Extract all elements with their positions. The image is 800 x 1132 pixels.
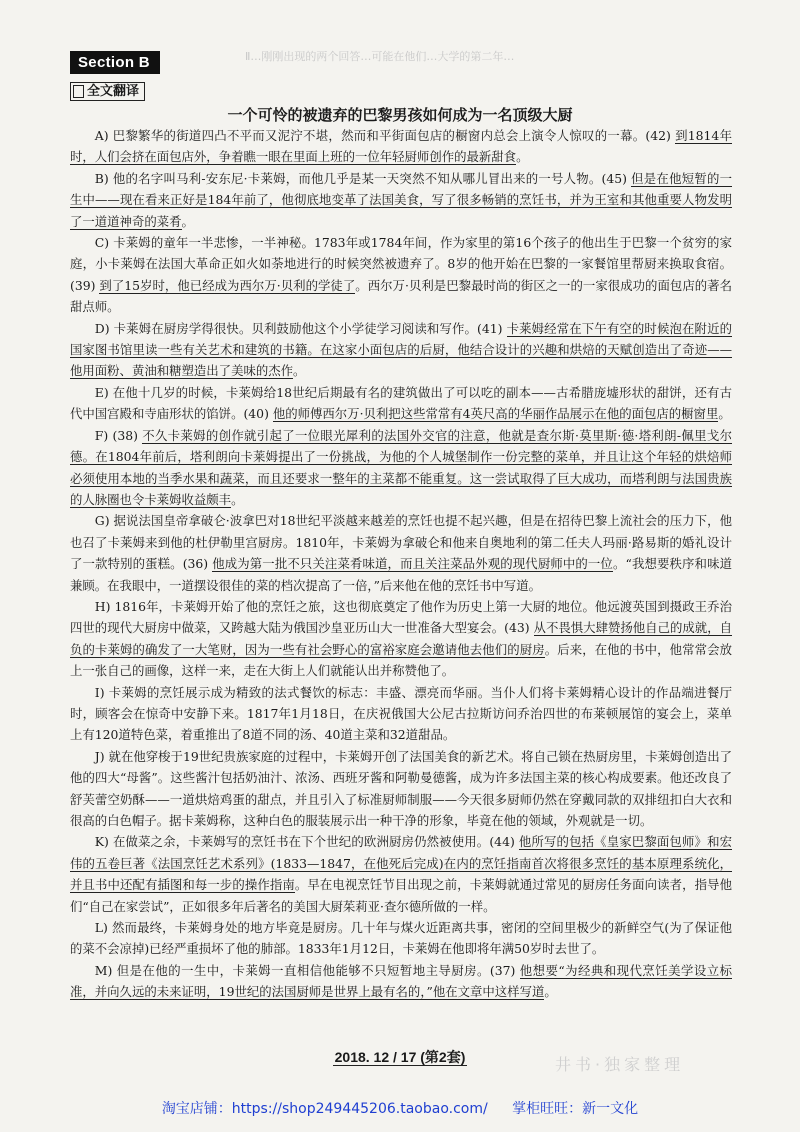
paragraph — [70, 510, 732, 596]
underlined-answer-text: 卡莱姆经常在下午有空的时候泡在附近的国家图书馆里读一些有关艺术和建筑的书籍。在这家小面包店的后厨，他结合设计的兴趣和烘焙的天赋创造出了奇迹——他用面粉、黄油和糖塑造出了美味的杰作 — [70, 320, 732, 379]
paragraph-text: E) 在他十几岁的时候，卡莱姆给18世纪后期最有名的建筑做出了可以吃的副本——古希腊庞墟形状的甜饼，还有古代中国宫殿和寺庙形状的馅饼。(40) — [70, 384, 732, 422]
shop-url[interactable]: 淘宝店铺：https://shop249445206.taobao.com/ — [161, 1101, 488, 1117]
underlined-answer-text: 到1814年时，人们会挤在面包店外，争着瞧一眼在里面上班的一位年轻厨师创作的最新甜食 — [70, 128, 732, 165]
paragraph — [70, 960, 732, 1003]
paragraph-text: D) 卡莱姆在厨房学得很快。贝利鼓励他这个小学徒学习阅读和写作。(41) — [94, 320, 507, 336]
paragraph — [70, 746, 732, 832]
paragraph — [70, 168, 732, 232]
translation-label-text: 全文翻译 — [87, 84, 140, 99]
paragraph-text: B) 他的名字叫马利-安东尼·卡莱姆，而他几乎是某一天突然不知从哪儿冒出来的一号人物。(45) — [94, 170, 632, 186]
paragraph-text: 。后来，在他的书中，他常常会放上一张自己的画像，这样一来，走在大街上人们就能认出并称赞他了。 — [70, 641, 733, 679]
paragraph — [70, 425, 732, 511]
paragraph — [70, 917, 732, 960]
underlined-answer-text: 他所写的包括《皇家巴黎面包师》和宏伟的五卷巨著《法国烹饪艺术系列》(1833—1847，在他死后完成)在内的烹饪指南首次将很多烹饪的基本原理系统化，并且书中还配有插图和每一步的操作指南 — [70, 834, 733, 893]
paragraph-text: I) 卡莱姆的烹饪展示成为精致的法式餐饮的标志：丰盛、漂亮而华丽。当仆人们将卡莱姆精心设计的作品端进餐厅时，顾客会在惊奇中安静下来。1817年1月18日，在庆祝俄国大公尼古拉斯访问乔治四世的布莱顿展馆的宴会上，菜单上有120道特色菜，着重推出了8道不同的汤、40道主菜和32道甜品。 — [70, 684, 732, 743]
underlined-answer-text: 到了15岁时，他已经成为西尔万·贝利的学徒了 — [99, 277, 356, 293]
paragraph-text: 。“我想要秩序和味道兼顾。在我眼中，一道摆设很佳的菜的档次提高了一倍，”后来他在他的烹饪书中写道。 — [70, 556, 732, 593]
paragraph — [70, 831, 732, 917]
paragraph-text: L) 然而最终，卡莱姆身处的地方毕竟是厨房。几十年与煤火近距离共事，密闭的空间里极少的新鲜空气(为了保证他的菜不会凉掉)已经严重损坏了他的肺部。1833年1月12日，卡莱姆在他即将年满50岁时去世了。 — [70, 920, 732, 957]
shop-contact: 掌柜旺旺：新一文化 — [512, 1101, 639, 1117]
paragraph — [70, 382, 732, 425]
paragraph-text: F) (38) — [94, 427, 143, 443]
paragraph-text: 。 — [718, 406, 731, 422]
paragraph-text: G) 据说法国皇帝拿破仑·波拿巴对18世纪平淡越来越差的烹饪也提不起兴趣，但是在招待巴黎上流社会的压力下，他也召了卡莱姆来到他的杜伊勒里宫厨房。1810年，卡莱姆为拿破仑和他来自奥地利的第二任夫人玛丽·路易斯的婚礼设计了一款特别的蛋糕。(36) — [70, 513, 732, 572]
paragraph-text: 。 — [544, 984, 557, 1000]
paragraph-text: 。 — [293, 363, 306, 379]
faint-bleed-text: Ⅱ…刚刚出现的两个回答…可能在他们…大学的第二年… — [245, 50, 515, 63]
paragraph — [70, 232, 732, 318]
underlined-answer-text: 他想要“为经典和现代烹饪美学设立标准，并向久远的未来证明，19世纪的法国厨师是世界上最有名的，”他在文章中这样写道 — [70, 962, 732, 1000]
underlined-answer-text: 他的师傅西尔万·贝利把这些常常有4英尺高的华丽作品展示在他的面包店的橱窗里 — [272, 406, 719, 422]
section-badge: Section B — [70, 51, 160, 74]
paragraph-text: 。早在电视烹饪节目出现之前，卡莱姆就通过常见的厨房任务面向读者，指导他们“自己在家尝试”，正如很多年后著名的美国大厨茱莉亚·查尔德所做的一样。 — [70, 877, 733, 914]
article-body — [70, 125, 732, 1003]
paragraph-text: J) 就在他穿梭于19世纪贵族家庭的过程中，卡莱姆开创了法国美食的新艺术。将自己锁在热厨房里，卡莱姆创造出了他的四大“母酱”。这些酱汁包括奶油汁、浓汤、西班牙酱和阿勒曼德酱，成为许多法国主菜的核心构成要素。他还改良了舒芙蕾空奶酥——一道烘焙鸡蛋的甜点，并且引入了标准厨师制服——今天很多厨师仍然在穿戴同款的双排纽扣白大衣和很高的白色帽子。据卡莱姆称，这种白色的服装展示出一种干净的形象，毕竟在他的领域，外观就是一切。 — [70, 748, 732, 828]
underlined-answer-text: 不久卡莱姆的创作就引起了一位眼光犀利的法国外交官的注意，他就是查尔斯·莫里斯·德·塔利朗-佩里戈尔德。在1804年前后，塔利朗向卡莱姆提出了一份挑战，为他的个人城堡制作一份完整的菜单，并且让这个年轻的烘焙师必须使用本地的当季水果和蔬菜，而且还要求一整年的主菜都不能重复。这一尝试取得了巨大成功，而塔利朗与法国贵族的人脉圈也令卡莱姆收益颇丰 — [70, 427, 732, 507]
underlined-answer-text: 但是在他短暂的一生中——现在看来正好是184年前了，他彻底地变革了法国美食，写了很多畅销的烹饪书，并为王室和其他重要人物发明了一道道神奇的菜肴 — [70, 170, 732, 229]
paragraph-text: A) 巴黎繁华的街道四凸不平而又泥泞不堪，然而和平街面包店的橱窗内总会上演令人惊叹的一幕。(42) — [94, 128, 676, 143]
checkbox-square-icon — [73, 85, 84, 98]
paragraph-text: 。西尔万·贝利是巴黎最时尚的街区之一的一家很成功的面包店的著名甜点师。 — [70, 277, 732, 315]
paragraph-text: M) 但是在他的一生中，卡莱姆一直相信他能够不只短暂地主导厨房。(37) — [94, 962, 520, 978]
paragraph-text: 。 — [231, 491, 244, 507]
watermark-text: 井书·独家整理 — [555, 1055, 685, 1074]
paragraph — [70, 596, 732, 682]
paragraph-text: 。 — [181, 213, 194, 229]
paragraph-text: K) 在做菜之余，卡莱姆写的烹饪书在下个世纪的欧洲厨房仍然被使用。(44) — [94, 834, 519, 850]
paragraph-text: C) 卡莱姆的童年一半悲惨，一半神秘。1783年或1784年间，作为家里的第16个孩子的他出生于巴黎一个贫穷的家庭，小卡莱姆在法国大革命正如火如荼地进行的时候突然被遗弃了。8岁的他开始在巴黎的一家餐馆里帮厨来换取食宿。(39) — [70, 235, 732, 293]
paragraph-text: 。 — [516, 149, 529, 165]
paragraph — [70, 318, 732, 382]
underlined-answer-text: 从不畏惧大肆赞扬他自己的成就，自负的卡莱姆的确发了一大笔财，因为一些有社会野心的富裕家庭会邀请他去他们的厨房 — [70, 620, 733, 657]
paragraph — [70, 125, 732, 168]
translation-label — [70, 82, 145, 101]
shop-footer — [0, 1098, 800, 1118]
paragraph — [70, 682, 732, 746]
article-title: 一个可怜的被遗弃的巴黎男孩如何成为一名顶级大厨 — [227, 106, 573, 124]
issue-date-text: 2018. 12 / 17 (第2套) — [334, 1049, 466, 1065]
underlined-answer-text: 他成为第一批不只关注菜肴味道，而且关注菜品外观的现代厨师中的一位 — [212, 556, 613, 572]
paragraph-text: H) 1816年，卡莱姆开始了他的烹饪之旅，这也彻底奠定了他作为历史上第一大厨的地位。他远渡英国到摄政王乔治四世的现代大厨房中做菜，又跨越大陆为俄国沙皇亚历山大一世准备大型宴会。(43) — [70, 598, 732, 636]
